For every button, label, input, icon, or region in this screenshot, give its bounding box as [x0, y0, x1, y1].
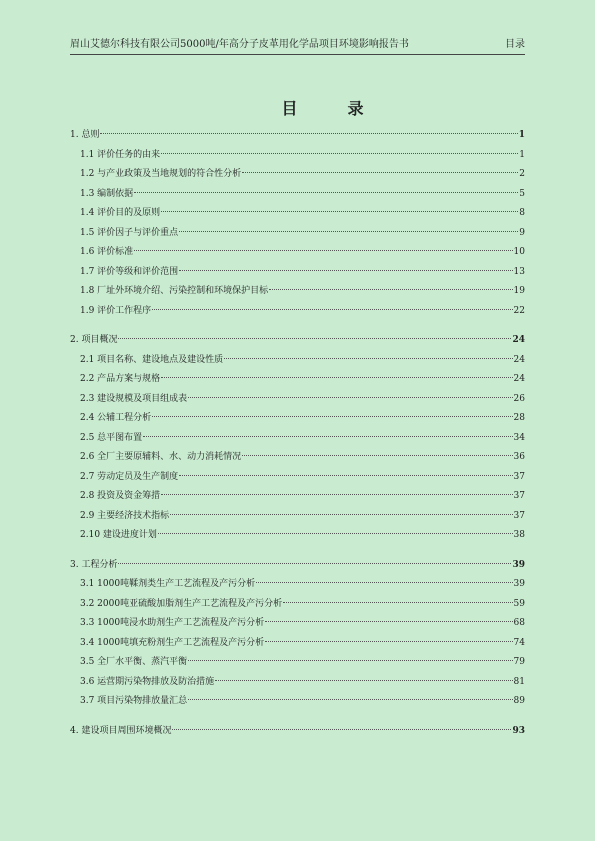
- toc-leader-dots: [172, 729, 511, 730]
- toc-entry-page-number: 59: [513, 598, 525, 609]
- toc-entry-label: 2.4 公辅工程分析: [80, 413, 152, 423]
- toc-subsection-entry[interactable]: [70, 165, 525, 185]
- toc-entry-label: 2.8 投资及资金筹措: [80, 491, 161, 501]
- toc-entry-page-number: 89: [513, 696, 525, 706]
- toc-leader-dots: [188, 397, 512, 398]
- toc-entry-page-number: 74: [513, 637, 525, 648]
- page-header: [70, 38, 525, 55]
- toc-entry-label: 1. 总则: [70, 130, 100, 140]
- toc-leader-dots: [188, 660, 512, 661]
- toc-subsection-entry[interactable]: [70, 282, 525, 302]
- toc-subsection-entry[interactable]: [70, 507, 525, 527]
- toc-entry-page-number: 38: [513, 530, 525, 540]
- toc-leader-dots: [188, 699, 512, 700]
- toc-entry-page-number: 37: [513, 510, 525, 521]
- toc-leader-dots: [179, 231, 518, 232]
- toc-subsection-entry[interactable]: [70, 263, 525, 283]
- toc-subsection-entry[interactable]: [70, 595, 525, 615]
- toc-leader-dots: [283, 602, 512, 603]
- toc-entry-page-number: 24: [512, 335, 525, 345]
- toc-entry-label: 1.1 评价任务的由来: [80, 149, 161, 160]
- toc-leader-dots: [161, 153, 518, 154]
- toc-entry-label: 2.10 建设进度计划: [80, 530, 157, 540]
- toc-subsection-entry[interactable]: [70, 146, 525, 166]
- toc-entry-label: 3.6 运营期污染物排放及防治措施: [80, 676, 215, 687]
- page-title: 目录: [281, 99, 414, 118]
- toc-entry-page-number: 79: [513, 657, 525, 667]
- toc-leader-dots: [224, 358, 512, 359]
- toc-entry-label: 2.6 全厂主要原辅料、水、动力消耗情况: [80, 452, 242, 462]
- toc-subsection-entry[interactable]: [70, 692, 525, 712]
- toc-leader-dots: [215, 680, 512, 681]
- toc-section-entry[interactable]: [70, 722, 525, 742]
- toc-subsection-entry[interactable]: [70, 614, 525, 634]
- toc-section-entry[interactable]: [70, 126, 525, 146]
- toc-subsection-entry[interactable]: [70, 634, 525, 654]
- toc-entry-page-number: 93: [512, 725, 525, 736]
- toc-spacer: [70, 712, 525, 722]
- toc-entry-label: 1.3 编制依据: [80, 188, 134, 199]
- toc-leader-dots: [242, 172, 518, 173]
- toc-entry-label: 4. 建设项目周围环境概况: [70, 725, 172, 736]
- toc-leader-dots: [161, 211, 518, 212]
- toc-entry-label: 1.7 评价等级和评价范围: [80, 266, 179, 277]
- toc-entry-label: 2.9 主要经济技术指标: [80, 510, 170, 521]
- toc-subsection-entry[interactable]: [70, 653, 525, 673]
- toc-entry-page-number: 24: [513, 354, 525, 365]
- toc-entry-page-number: 37: [513, 471, 525, 482]
- toc-subsection-entry[interactable]: [70, 448, 525, 468]
- toc-entry-page-number: 1: [519, 149, 525, 160]
- toc-entry-page-number: 28: [513, 413, 525, 423]
- toc-section-entry[interactable]: [70, 331, 525, 351]
- toc-entry-page-number: 24: [513, 374, 525, 384]
- toc-entry-page-number: 36: [513, 452, 525, 462]
- toc-entry-page-number: 34: [513, 432, 525, 443]
- toc-leader-dots: [170, 514, 512, 515]
- header-section-label: 目录: [505, 39, 525, 50]
- toc-entry-page-number: 39: [513, 579, 525, 589]
- toc-subsection-entry[interactable]: [70, 390, 525, 410]
- toc-subsection-entry[interactable]: [70, 243, 525, 263]
- toc-entry-page-number: 68: [513, 618, 525, 628]
- header-document-title: 眉山艾德尔科技有限公司5000吨/年高分子皮革用化学品项目环境影响报告书: [70, 39, 409, 50]
- toc-entry-page-number: 1: [518, 130, 525, 140]
- toc-leader-dots: [152, 416, 512, 417]
- toc-leader-dots: [161, 377, 512, 378]
- toc-leader-dots: [134, 250, 512, 251]
- toc-subsection-entry[interactable]: [70, 302, 525, 322]
- toc-subsection-entry[interactable]: [70, 409, 525, 429]
- toc-leader-dots: [161, 494, 512, 495]
- toc-entry-page-number: 5: [519, 188, 525, 199]
- toc-entry-label: 1.4 评价目的及原则: [80, 208, 161, 218]
- toc-subsection-entry[interactable]: [70, 468, 525, 488]
- toc-leader-dots: [256, 582, 512, 583]
- toc-entry-page-number: 81: [513, 676, 525, 687]
- toc-subsection-entry[interactable]: [70, 429, 525, 449]
- toc-entry-page-number: 22: [513, 305, 525, 316]
- toc-section-entry[interactable]: [70, 556, 525, 576]
- toc-entry-label: 3.7 项目污染物排放量汇总: [80, 696, 188, 706]
- toc-leader-dots: [269, 289, 512, 290]
- toc-entry-page-number: 9: [519, 227, 525, 238]
- toc-leader-dots: [158, 533, 513, 534]
- toc-subsection-entry[interactable]: [70, 487, 525, 507]
- toc-leader-dots: [100, 133, 517, 134]
- toc-entry-page-number: 37: [513, 491, 525, 501]
- toc-leader-dots: [265, 621, 512, 622]
- toc-entry-label: 2.2 产品方案与规格: [80, 374, 161, 384]
- toc-subsection-entry[interactable]: [70, 526, 525, 546]
- toc-entry-page-number: 39: [512, 559, 525, 570]
- toc-entry-label: 2.1 项目名称、建设地点及建设性质: [80, 354, 224, 365]
- toc-leader-dots: [152, 309, 512, 310]
- toc-subsection-entry[interactable]: [70, 575, 525, 595]
- toc-entry-page-number: 10: [513, 247, 525, 257]
- toc-entry-label: 1.8 厂址外环境介绍、污染控制和环境保护目标: [80, 286, 269, 296]
- toc-entry-label: 3.2 2000吨亚硫酸加脂剂生产工艺流程及产污分析: [80, 598, 283, 609]
- table-of-contents: [70, 126, 525, 741]
- toc-entry-page-number: 2: [519, 169, 525, 179]
- toc-spacer: [70, 546, 525, 556]
- toc-leader-dots: [118, 563, 511, 564]
- toc-leader-dots: [143, 436, 512, 437]
- toc-entry-label: 2.5 总平图布置: [80, 432, 143, 443]
- toc-entry-label: 3.1 1000吨鞣剂类生产工艺流程及产污分析: [80, 579, 256, 589]
- toc-entry-label: 3.3 1000吨浸水助剂生产工艺流程及产污分析: [80, 618, 265, 628]
- toc-entry-label: 2. 项目概况: [70, 335, 118, 345]
- toc-subsection-entry[interactable]: [70, 351, 525, 371]
- toc-subsection-entry[interactable]: [70, 673, 525, 693]
- toc-subsection-entry[interactable]: [70, 224, 525, 244]
- toc-leader-dots: [242, 455, 512, 456]
- toc-entry-page-number: 13: [513, 266, 525, 277]
- toc-leader-dots: [118, 338, 511, 339]
- toc-entry-label: 1.9 评价工作程序: [80, 305, 152, 316]
- toc-entry-label: 1.2 与产业政策及当地规划的符合性分析: [80, 169, 242, 179]
- toc-entry-page-number: 8: [519, 208, 525, 218]
- toc-entry-label: 3.4 1000吨填充粉剂生产工艺流程及产污分析: [80, 637, 265, 648]
- toc-subsection-entry[interactable]: [70, 370, 525, 390]
- toc-entry-label: 1.6 评价标准: [80, 247, 134, 257]
- toc-subsection-entry[interactable]: [70, 185, 525, 205]
- toc-leader-dots: [179, 270, 512, 271]
- toc-entry-page-number: 26: [513, 393, 525, 404]
- toc-entry-label: 2.7 劳动定员及生产制度: [80, 471, 179, 482]
- toc-entry-page-number: 19: [513, 286, 525, 296]
- toc-entry-label: 1.5 评价因子与评价重点: [80, 227, 179, 238]
- toc-spacer: [70, 321, 525, 331]
- toc-entry-label: 3. 工程分析: [70, 559, 118, 570]
- toc-leader-dots: [179, 475, 512, 476]
- toc-leader-dots: [265, 641, 512, 642]
- toc-subsection-entry[interactable]: [70, 204, 525, 224]
- toc-entry-label: 3.5 全厂水平衡、蒸汽平衡: [80, 657, 188, 667]
- toc-entry-label: 2.3 建设规模及项目组成表: [80, 393, 188, 404]
- toc-leader-dots: [134, 192, 518, 193]
